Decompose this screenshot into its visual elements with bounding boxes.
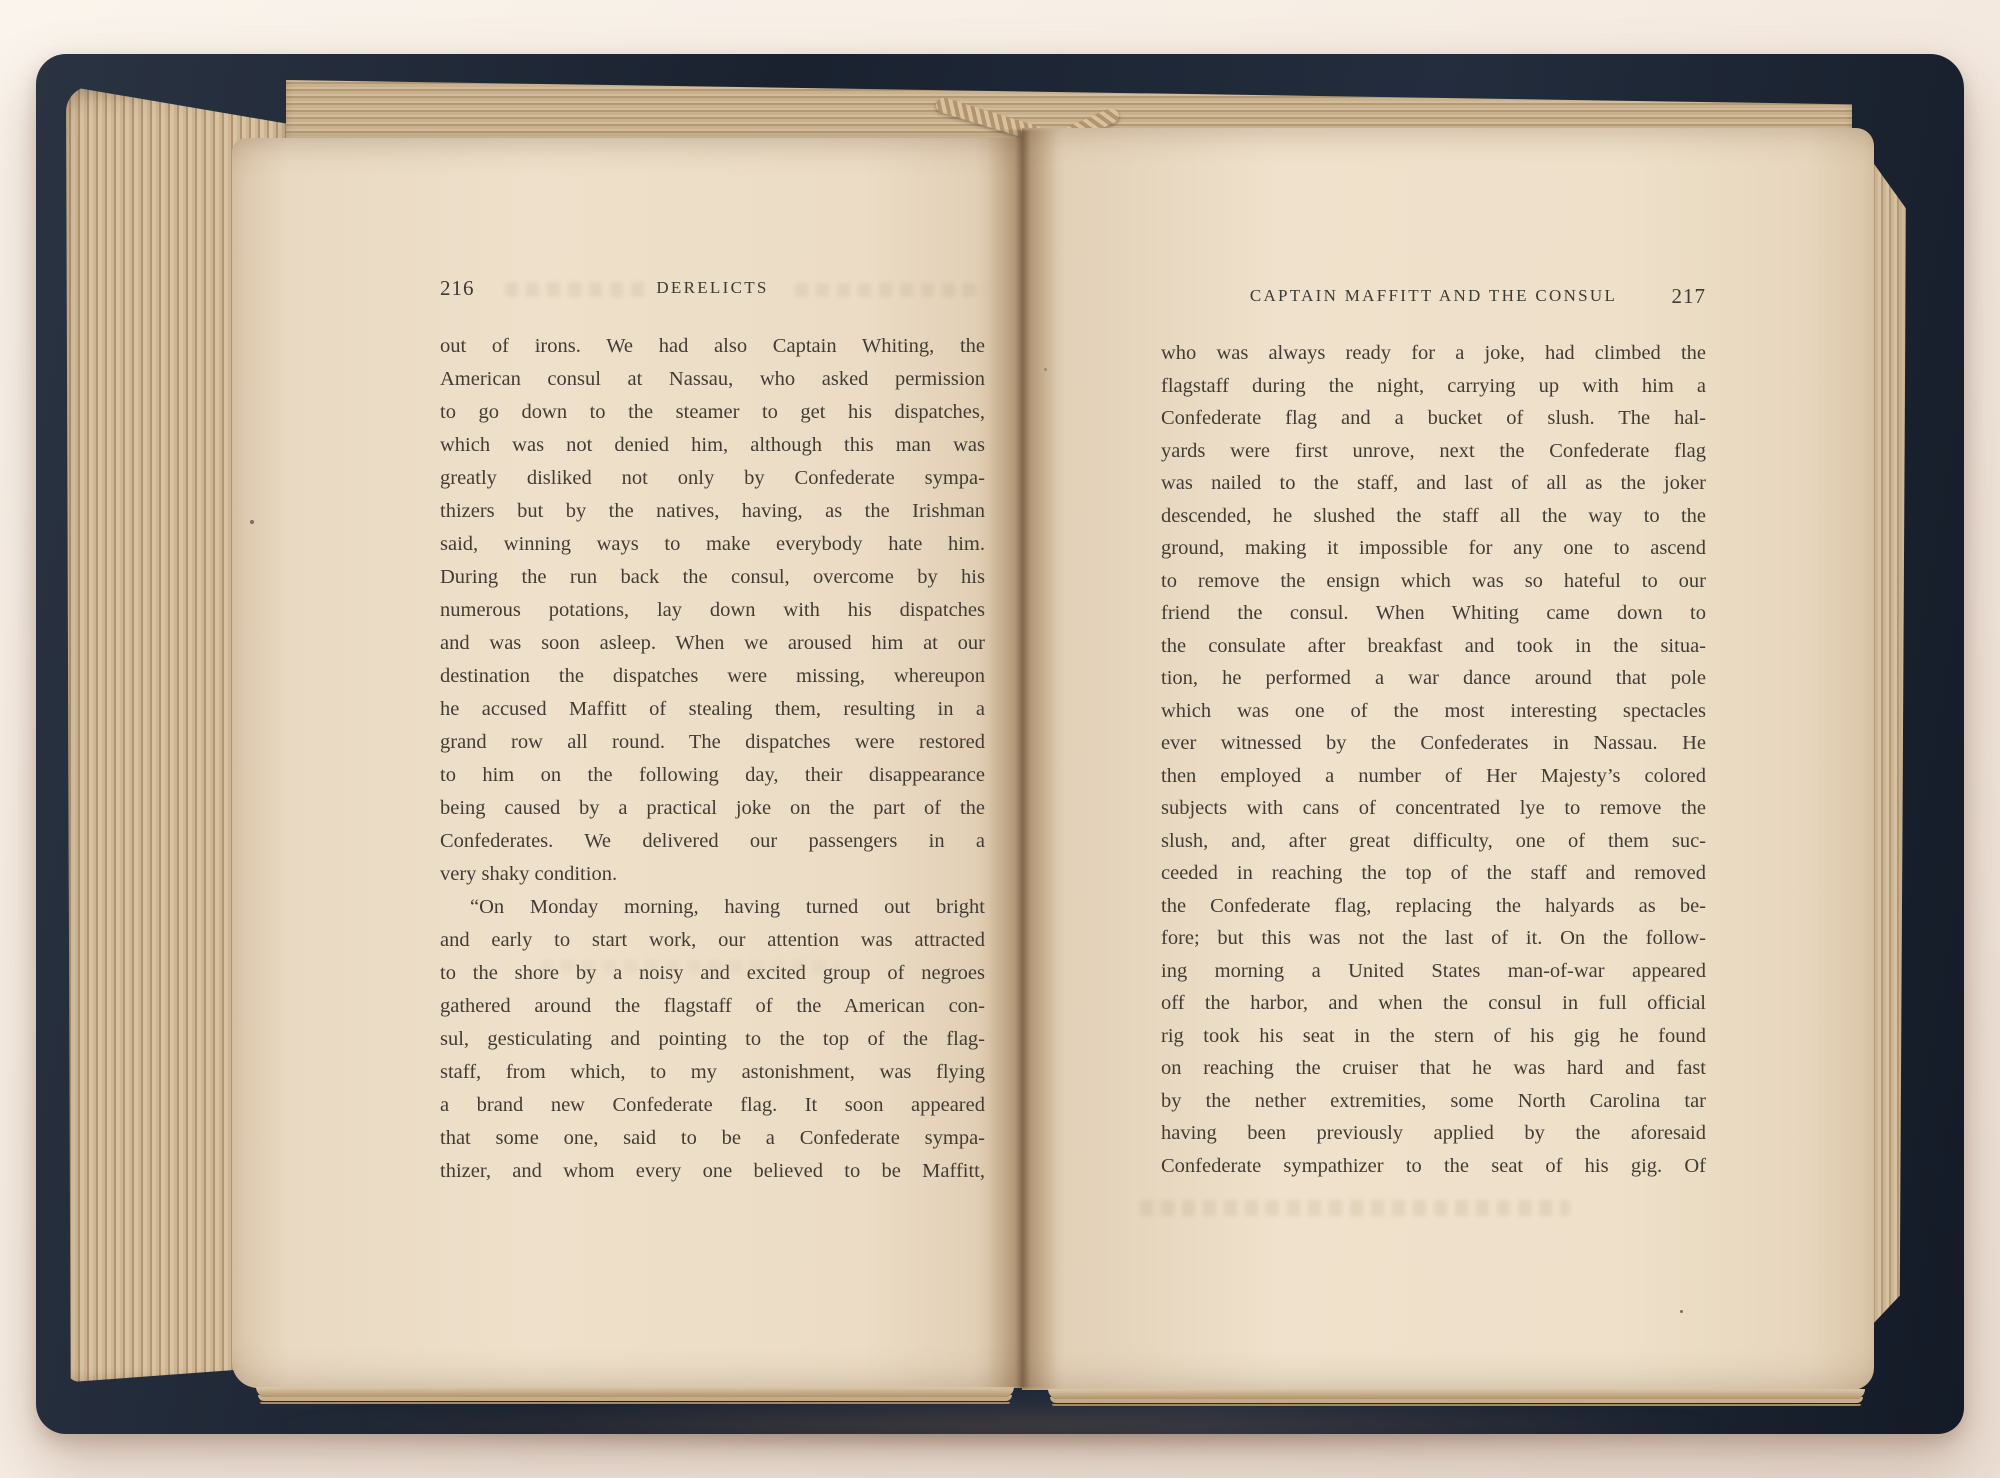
text-line: During the run back the consul, overcome by his — [440, 566, 985, 588]
text-line: he accused Maffitt of stealing them, resulting in a — [440, 698, 985, 720]
text-line: slush, and, after great difficulty, one of them suc- — [1161, 829, 1706, 852]
paper-speck — [1680, 1310, 1683, 1313]
right-running-head: CAPTAIN MAFFITT AND THE CONSUL — [1249, 286, 1618, 305]
text-line: being caused by a practical joke on the part of the — [440, 797, 985, 819]
right-page-number: 217 — [1671, 284, 1706, 308]
left-running-head: DERELICTS — [656, 278, 769, 297]
text-line: which was one of the most interesting spectacles — [1161, 699, 1706, 722]
text-line: yards were first unrove, next the Confederate flag — [1161, 439, 1706, 462]
text-line: descended, he slushed the staff all the way to the — [1161, 504, 1706, 527]
text-line: flagstaff during the night, carrying up with him a — [1161, 374, 1706, 397]
left-page-body-text — [440, 330, 985, 1188]
text-line: to him on the following day, their disappearance — [440, 764, 985, 786]
text-line: which was not denied him, although this man was — [440, 434, 985, 456]
left-page-number: 216 — [440, 276, 475, 300]
text-line: said, winning ways to make everybody hate him. — [440, 533, 985, 555]
text-line: Confederate sympathizer to the seat of his gig. Of — [1161, 1154, 1706, 1177]
text-line: to the shore by a noisy and excited group of negroes — [440, 962, 985, 984]
text-line: American consul at Nassau, who asked permission — [440, 368, 985, 390]
text-line: on reaching the cruiser that he was hard and fast — [1161, 1057, 1706, 1079]
text-line: greatly disliked not only by Confederate sympa- — [440, 467, 985, 489]
text-line: ing morning a United States man-of-war appeared — [1161, 959, 1706, 982]
text-line: off the harbor, and when the consul in full official — [1161, 992, 1706, 1014]
text-line: that some one, said to be a Confederate sympa- — [440, 1127, 985, 1149]
text-line: sul, gesticulating and pointing to the top of the flag- — [440, 1028, 985, 1050]
right-page-body-text — [1161, 337, 1706, 1182]
text-line: ceeded in reaching the top of the staff and removed — [1161, 862, 1706, 884]
right-page-header — [1161, 284, 1706, 312]
text-line: thizer, and whom every one believed to be Maffitt, — [440, 1160, 985, 1182]
text-line: the Confederate flag, replacing the halyards as be- — [1161, 894, 1706, 917]
text-line: out of irons. We had also Captain Whiting, the — [440, 335, 985, 357]
text-line: having been previously applied by the aforesaid — [1161, 1122, 1706, 1144]
text-line: fore; but this was not the last of it. On the follow- — [1161, 927, 1706, 949]
text-line: ever witnessed by the Confederates in Nassau. He — [1161, 732, 1706, 754]
text-line: and early to start work, our attention was attracted — [440, 929, 985, 951]
text-line: thizers but by the natives, having, as the Irishman — [440, 500, 985, 522]
text-line: was nailed to the staff, and last of all as the joker — [1161, 472, 1706, 494]
text-line: gathered around the flagstaff of the American con- — [440, 995, 985, 1017]
text-line: who was always ready for a joke, had climbed the — [1161, 342, 1706, 364]
text-line: to remove the ensign which was so hateful to our — [1161, 569, 1706, 592]
text-line: grand row all round. The dispatches were restored — [440, 731, 985, 753]
text-line: destination the dispatches were missing, whereupon — [440, 665, 985, 687]
text-line: friend the consul. When Whiting came down to — [1161, 602, 1706, 624]
text-line: Confederates. We delivered our passengers in a — [440, 830, 985, 852]
text-line: a brand new Confederate flag. It soon appeared — [440, 1094, 985, 1116]
text-line: rig took his seat in the stern of his gig he found — [1161, 1024, 1706, 1047]
text-line: “On Monday morning, having turned out bright — [470, 896, 985, 918]
text-line: and was soon asleep. When we aroused him at our — [440, 632, 985, 654]
text-line: to go down to the steamer to get his dispatches, — [440, 401, 985, 423]
text-line: staff, from which, to my astonishment, was flying — [440, 1061, 985, 1083]
text-line: ground, making it impossible for any one to ascend — [1161, 537, 1706, 559]
show-through-text-smudge — [1140, 1200, 1570, 1216]
text-line: tion, he performed a war dance around that pole — [1161, 667, 1706, 689]
text-line: by the nether extremities, some North Carolina tar — [1161, 1089, 1706, 1112]
text-line: the consulate after breakfast and took in the situa- — [1161, 634, 1706, 657]
text-line: numerous potations, lay down with his dispatches — [440, 599, 985, 621]
paper-speck — [1044, 368, 1047, 371]
text-line: then employed a number of Her Majesty’s colored — [1161, 764, 1706, 787]
text-line: subjects with cans of concentrated lye to remove the — [1161, 797, 1706, 819]
text-line: very shaky condition. — [440, 863, 618, 885]
book-drop-shadow — [260, 1398, 1740, 1452]
paper-speck — [250, 520, 254, 524]
text-line: Confederate flag and a bucket of slush. The hal- — [1161, 407, 1706, 429]
left-page-header — [440, 276, 985, 304]
